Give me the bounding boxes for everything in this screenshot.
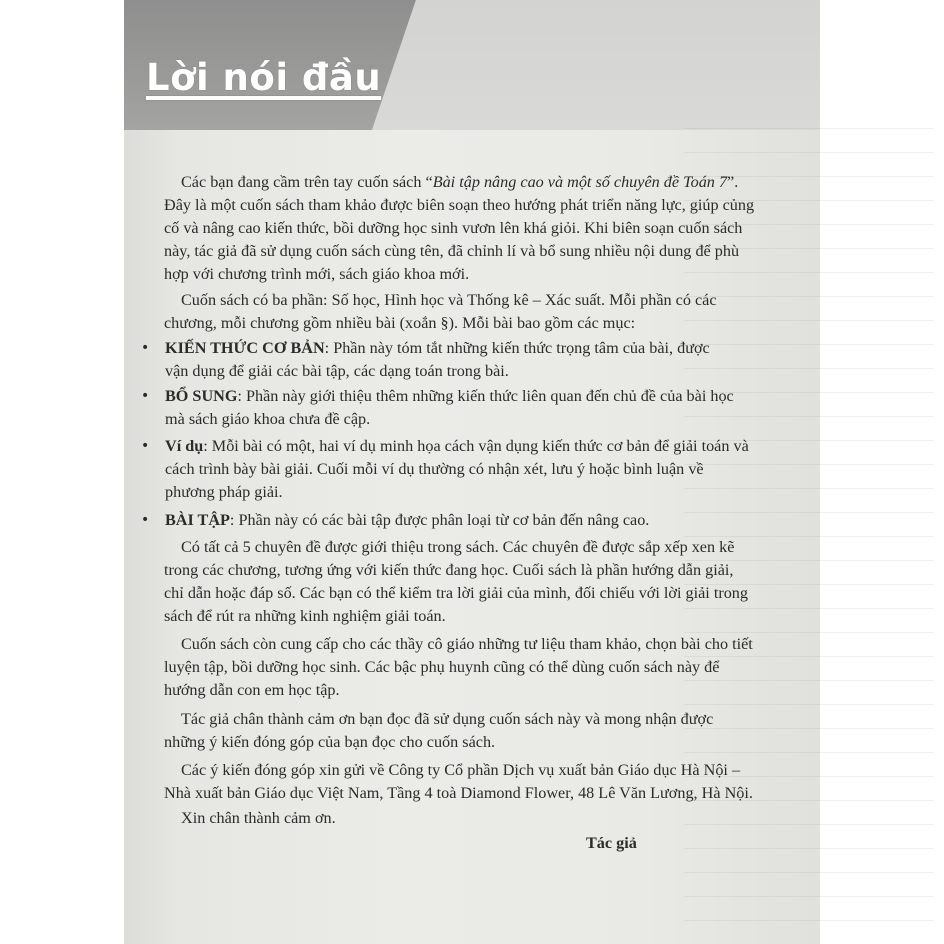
bullet-3-text: : Mỗi bài có một, hai ví dụ minh họa cách vận dụng kiến thức cơ bản để giải toán và xyxy=(203,437,749,455)
p3-line-4: sách để rút ra những kinh nghiệm giải toán. xyxy=(164,607,446,625)
p3-line-2: trong các chương, tương ứng với kiến thức đang học. Cuối sách là phần hướng dẫn giải, xyxy=(164,561,734,579)
p5-line-2: những ý kiến đóng góp của bạn đọc cho cuốn sách. xyxy=(164,733,496,751)
bullet-2-line-2: mà sách giáo khoa chưa đề cập. xyxy=(165,410,371,428)
p6-line-1: Các ý kiến đóng góp xin gửi về Công ty Cổ phần Dịch vụ xuất bản Giáo dục Hà Nội – xyxy=(181,761,741,779)
bullet-3-line-1 xyxy=(165,436,749,456)
p1-line-1 xyxy=(181,172,738,192)
p4-line-1: Cuốn sách còn cung cấp cho các thầy cô giáo những tư liệu tham khảo, chọn bài cho tiết xyxy=(181,635,753,653)
p2-line-2: chương, mỗi chương gồm nhiều bài (xoắn §). Mỗi bài bao gồm các mục: xyxy=(164,314,636,332)
p4-line-3: hướng dẫn con em học tập. xyxy=(164,681,340,699)
book-title-italic: Bài tập nâng cao và một số chuyên đề Toán 7 xyxy=(432,173,728,191)
bullet-1-text: : Phần này tóm tắt những kiến thức trọng tâm của bài, được xyxy=(324,339,710,357)
p4-line-2: luyện tập, bồi dưỡng học sinh. Các bậc phụ huynh cũng có thể dùng cuốn sách này để xyxy=(164,658,720,676)
bullet-1-line-2: vận dụng để giải các bài tập, các dạng toán trong bài. xyxy=(165,362,509,380)
p6-line-2: Nhà xuất bản Giáo dục Việt Nam, Tầng 4 toà Diamond Flower, 48 Lê Văn Lương, Hà Nội. xyxy=(164,784,753,802)
bullet-2-term: BỔ SUNG xyxy=(165,387,238,405)
bullet-dot: • xyxy=(141,512,150,528)
bullet-3-term: Ví dụ xyxy=(165,437,204,455)
bullet-3-line-3: phương pháp giải. xyxy=(165,483,283,501)
p3-line-1: Có tất cả 5 chuyên đề được giới thiệu trong sách. Các chuyên đề được sắp xếp xen kẽ xyxy=(181,538,735,556)
bullet-4-line-1 xyxy=(165,510,649,530)
p1-line-2: Đây là một cuốn sách tham khảo được biên soạn theo hướng phát triển năng lực, giúp củng xyxy=(164,196,755,214)
bullet-1-term: KIẾN THỨC CƠ BẢN xyxy=(165,339,325,357)
author-signature: Tác giả xyxy=(586,834,637,852)
page-title: Lời nói đầu xyxy=(146,56,382,99)
p1-line-5: hợp với chương trình mới, sách giáo khoa mới. xyxy=(164,265,470,283)
bullet-4-text: : Phần này có các bài tập được phân loại từ cơ bản đến nâng cao. xyxy=(229,511,650,529)
bullet-dot: • xyxy=(141,340,150,356)
p1-line-1-a: Các bạn đang cầm trên tay cuốn sách “ xyxy=(181,173,433,191)
bullet-2-line-1 xyxy=(165,386,734,406)
p7-line-1: Xin chân thành cảm ơn. xyxy=(181,809,336,827)
p1-line-3: cố và nâng cao kiến thức, bồi dưỡng học sinh vươn lên khá giỏi. Khi biên soạn cuốn sách xyxy=(164,219,743,237)
p1-line-1-c: ”. xyxy=(727,173,739,191)
p3-line-3: chỉ dẫn hoặc đáp số. Các bạn có thể kiểm tra lời giải của mình, đối chiếu với lời giải trong xyxy=(164,584,748,602)
bullet-4-term: BÀI TẬP xyxy=(165,511,230,529)
bullet-dot: • xyxy=(141,388,150,404)
p5-line-1: Tác giả chân thành cảm ơn bạn đọc đã sử dụng cuốn sách này và mong nhận được xyxy=(181,710,714,728)
bullet-3-line-2: cách trình bày bài giải. Cuối mỗi ví dụ thường có nhận xét, lưu ý hoặc bình luận về xyxy=(165,460,704,478)
p2-line-1: Cuốn sách có ba phần: Số học, Hình học và Thống kê – Xác suất. Mỗi phần có các xyxy=(181,291,717,309)
bullet-dot: • xyxy=(141,438,150,454)
p1-line-4: này, tác giả đã sử dụng cuốn sách cùng tên, đã chỉnh lí và bổ sung nhiều nội dung để phù xyxy=(164,242,740,260)
bullet-2-text: : Phần này giới thiệu thêm những kiến thức liên quan đến chủ đề của bài học xyxy=(237,387,734,405)
bullet-1-line-1 xyxy=(165,338,710,358)
